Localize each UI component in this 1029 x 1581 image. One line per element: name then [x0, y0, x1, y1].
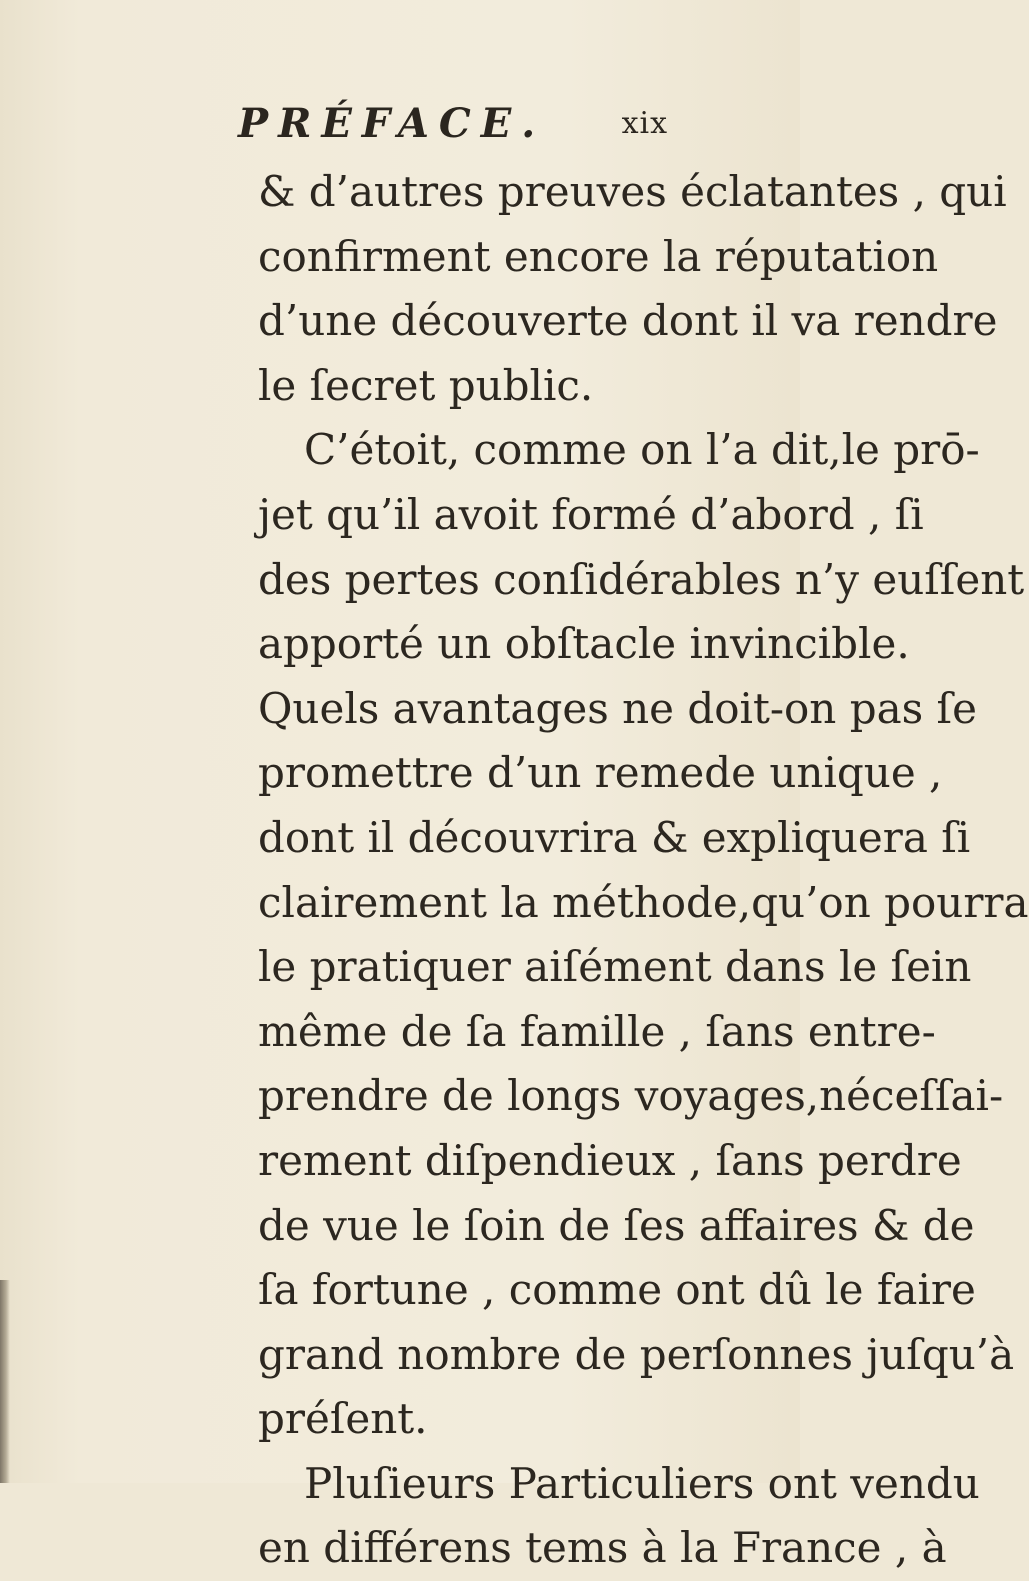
text-line: confirment encore la réputation — [258, 231, 939, 281]
page-header — [238, 100, 668, 150]
text-line: des pertes conſidérables n’y euſſent — [258, 554, 1025, 604]
text-line: rement diſpendieux , ſans perdre — [258, 1135, 962, 1185]
running-title: PRÉFACE. — [238, 100, 546, 147]
text-line: prendre de longs voyages,néceſſai- — [258, 1071, 1004, 1121]
text-line: & d’autres preuves éclatantes , qui — [258, 167, 1007, 216]
text-line: jet qu’il avoit formé d’abord , ſi — [258, 489, 924, 539]
text-line: d’une découverte dont il va rendre — [258, 296, 998, 346]
text-line: clairement la méthode,qu’on pourra — [258, 877, 1029, 927]
text-line: le ſecret public. — [258, 360, 594, 410]
text-line: apporté un obſtacle invincible. — [258, 619, 910, 669]
text-line: préſent. — [258, 1394, 428, 1444]
text-line: même de ſa famille , ſans entre- — [258, 1006, 936, 1056]
text-line: de vue le ſoin de ſes affaires & de — [258, 1200, 975, 1250]
page-edge-shadow — [0, 1280, 10, 1483]
text-body — [258, 160, 1029, 1581]
text-line: Quels avantages ne doit-on pas ſe — [258, 683, 977, 733]
text-line: le pratiquer aiſément dans le ſein — [258, 942, 972, 992]
text-line: grand nombre de perſonnes juſqu’à — [258, 1329, 1015, 1379]
page-number: xix — [621, 106, 668, 141]
text-line: dont il découvrira & expliquera ſi — [258, 812, 971, 862]
text-line: Pluſieurs Particuliers ont vendu — [304, 1458, 980, 1508]
text-line: en différens tems à la France , à — [258, 1523, 947, 1573]
text-line: C’étoit, comme on l’a dit,le prō- — [304, 425, 980, 475]
text-line: promettre d’un remede unique , — [258, 748, 943, 798]
text-line: ſa fortune , comme ont dû le faire — [258, 1265, 976, 1315]
